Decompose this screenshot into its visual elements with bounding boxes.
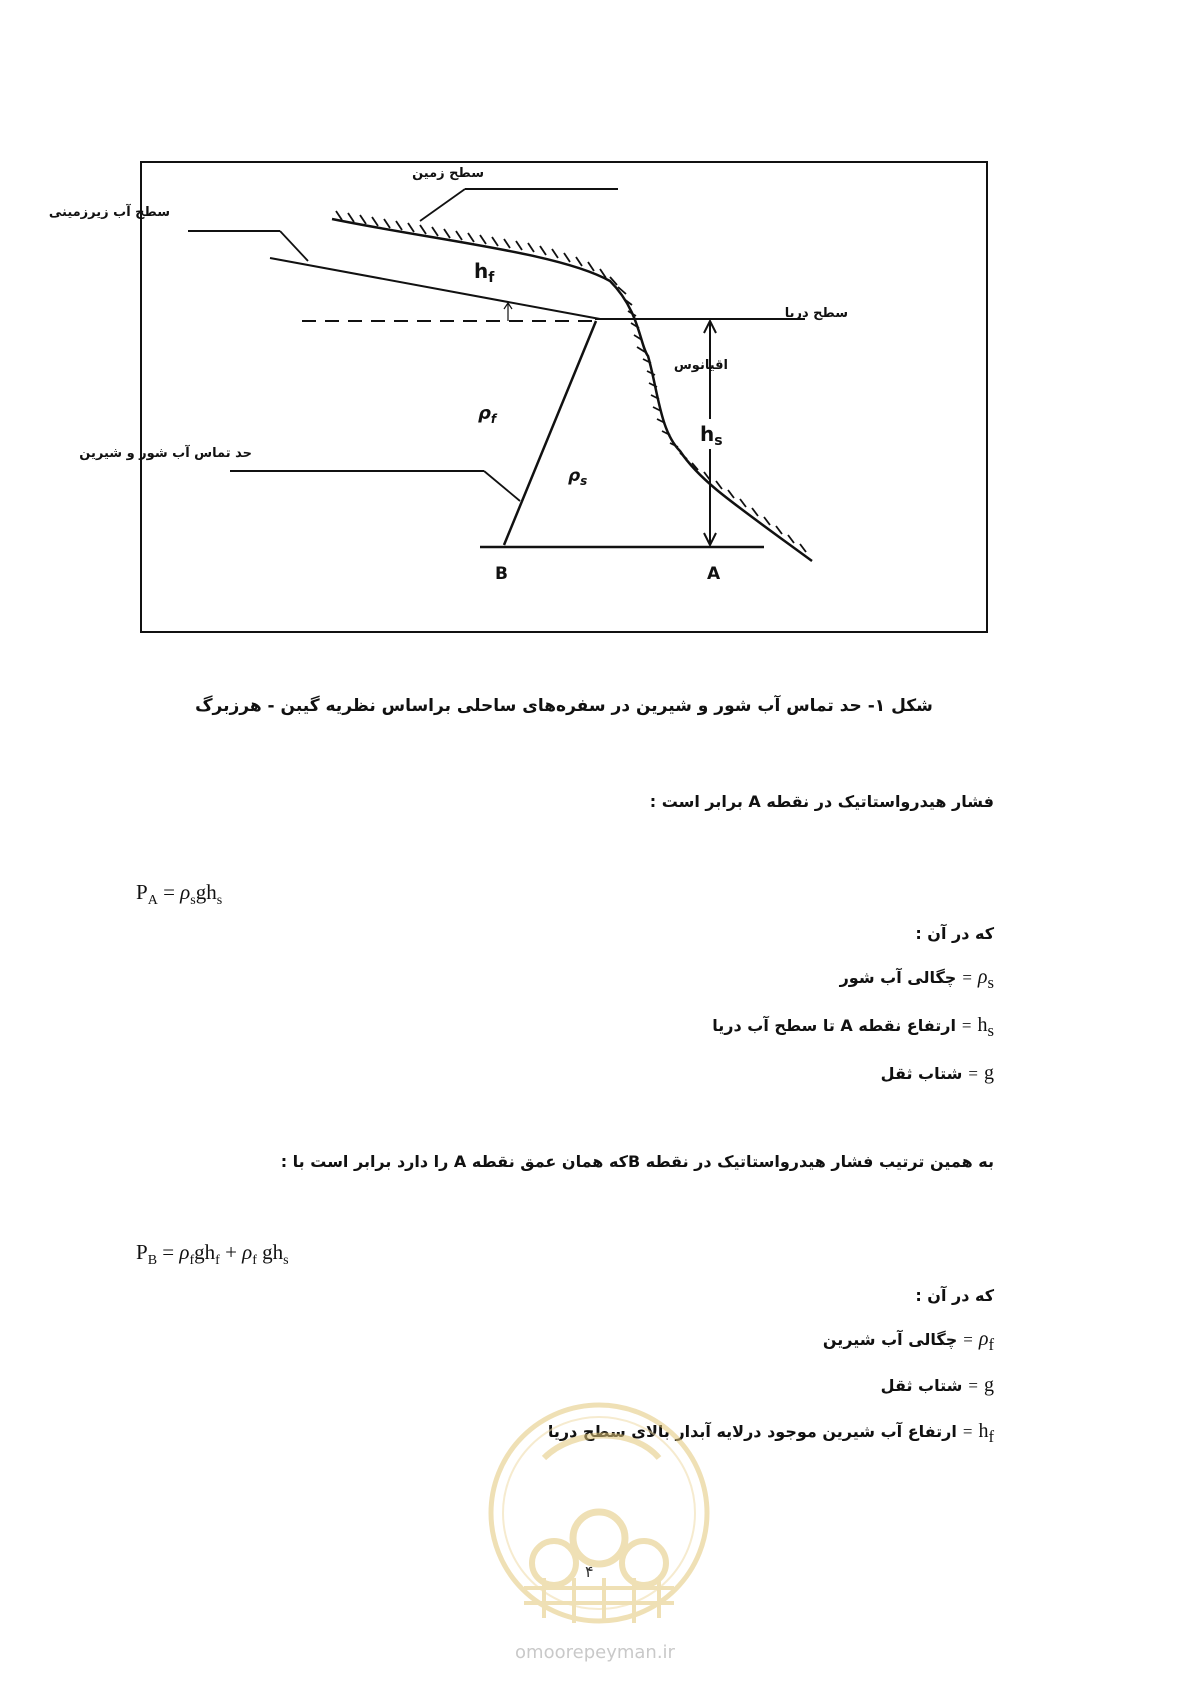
def2-text: ارتفاع نقطه A تا سطح آب دریا xyxy=(712,1016,956,1035)
watermark-logo xyxy=(484,1388,714,1638)
def3-text: شتاب ثقل xyxy=(880,1064,963,1083)
paragraph-pressure-a: فشار هیدرواستاتیک در نقطه A برابر است : xyxy=(649,792,994,811)
page-number: ۴ xyxy=(585,1562,594,1581)
figure-caption: شکل ۱- حد تماس آب شور و شیرین در سفره‌های ساحلی براساس نظریه گیبن - هرزبرگ xyxy=(195,696,933,716)
eq2-gh2: gh xyxy=(262,1240,284,1264)
where-label-2: که در آن : xyxy=(915,1286,994,1305)
eq2-rho1-sub: f xyxy=(189,1253,195,1269)
groundwater-surface-label: سطح آب زیرزمینی xyxy=(48,205,170,220)
def5-text: شتاب ثقل xyxy=(880,1376,963,1395)
water-table-line xyxy=(270,258,600,319)
ground-surface-line xyxy=(332,219,812,561)
def1-equals: = xyxy=(962,968,972,987)
watermark-text: omoorepeyman.ir xyxy=(515,1642,675,1663)
def2-equals: = xyxy=(961,1016,972,1035)
equation-pa xyxy=(136,880,222,909)
definition-g xyxy=(881,1062,994,1085)
def3-equals: = xyxy=(968,1064,978,1083)
interface-leader-arrow xyxy=(484,471,520,501)
water-table-leader-arrow xyxy=(280,231,308,261)
def4-equals: = xyxy=(963,1330,973,1349)
eq2-rho1: ρ xyxy=(179,1240,190,1264)
eq2-gh1: gh xyxy=(194,1240,216,1264)
def4-symbol: $\rho_f$ xyxy=(978,1328,994,1354)
def1-text: چگالی آب شور xyxy=(839,968,957,987)
def4-text: چگالی آب شیرین xyxy=(822,1330,958,1349)
def6-equals: = xyxy=(962,1422,973,1441)
def5-equals: = xyxy=(968,1376,978,1395)
point-b-label: B xyxy=(495,564,508,584)
definition-g-2 xyxy=(881,1374,994,1397)
eq1-gh: gh xyxy=(195,880,217,904)
ground-surface-label: سطح زمین xyxy=(412,166,484,181)
eq2-rho2-sub: f xyxy=(252,1253,257,1269)
eq1-rho-sub: s xyxy=(190,893,196,909)
definition-rho-f xyxy=(823,1328,994,1355)
eq2-equals: = xyxy=(162,1240,175,1264)
rho-s-label: $\rho_s$ xyxy=(568,466,588,488)
eq2-lhs: P xyxy=(136,1240,148,1264)
ground-leader-arrow xyxy=(420,189,465,221)
interface-line xyxy=(504,321,596,545)
def5-symbol: g xyxy=(984,1374,994,1396)
def1-symbol: $\rho_s$ xyxy=(977,966,994,992)
eq2-rho2: ρ xyxy=(242,1240,253,1264)
where-label-1: که در آن : xyxy=(915,924,994,943)
def2-symbol: $h_s$ xyxy=(977,1014,994,1040)
eq1-equals: = xyxy=(163,880,175,904)
eq1-gh-sub: s xyxy=(216,893,223,909)
equation-pb xyxy=(136,1240,289,1269)
eq2-lhs-sub: B xyxy=(147,1253,158,1269)
definition-rho-s xyxy=(840,966,994,993)
ocean-label: اقیانوس xyxy=(673,358,728,373)
sea-level-label: سطح دریا xyxy=(784,306,848,321)
eq1-lhs-sub: A xyxy=(147,893,158,909)
def6-text: ارتفاع آب شیرین موجود درلایه آبدار بالای سطح دریا xyxy=(547,1422,957,1441)
def6-symbol: $h_f$ xyxy=(978,1420,994,1446)
ghyben-herzberg-diagram xyxy=(48,161,988,633)
paragraph-pressure-b: به همین ترتیب فشار هیدرواستاتیک در نقطه Bکه همان عمق نقطه A را دارد برابر است با : xyxy=(280,1152,994,1171)
point-a-label: A xyxy=(707,564,721,584)
eq1-lhs: P xyxy=(136,880,148,904)
eq1-rho: ρ xyxy=(180,880,191,904)
figure-box xyxy=(48,161,988,633)
definition-hs xyxy=(712,1014,994,1041)
def3-symbol: g xyxy=(984,1062,994,1084)
interface-label: حد تماس آب شور و شیرین xyxy=(79,446,252,461)
hs-label: $h_s$ xyxy=(700,422,723,449)
eq2-gh2-sub: s xyxy=(283,1253,289,1269)
hf-label: $h_f$ xyxy=(474,259,495,286)
eq2-gh1-sub: f xyxy=(215,1253,220,1269)
eq2-plus: + xyxy=(225,1240,237,1264)
rho-f-label: $\rho_f$ xyxy=(478,403,497,426)
